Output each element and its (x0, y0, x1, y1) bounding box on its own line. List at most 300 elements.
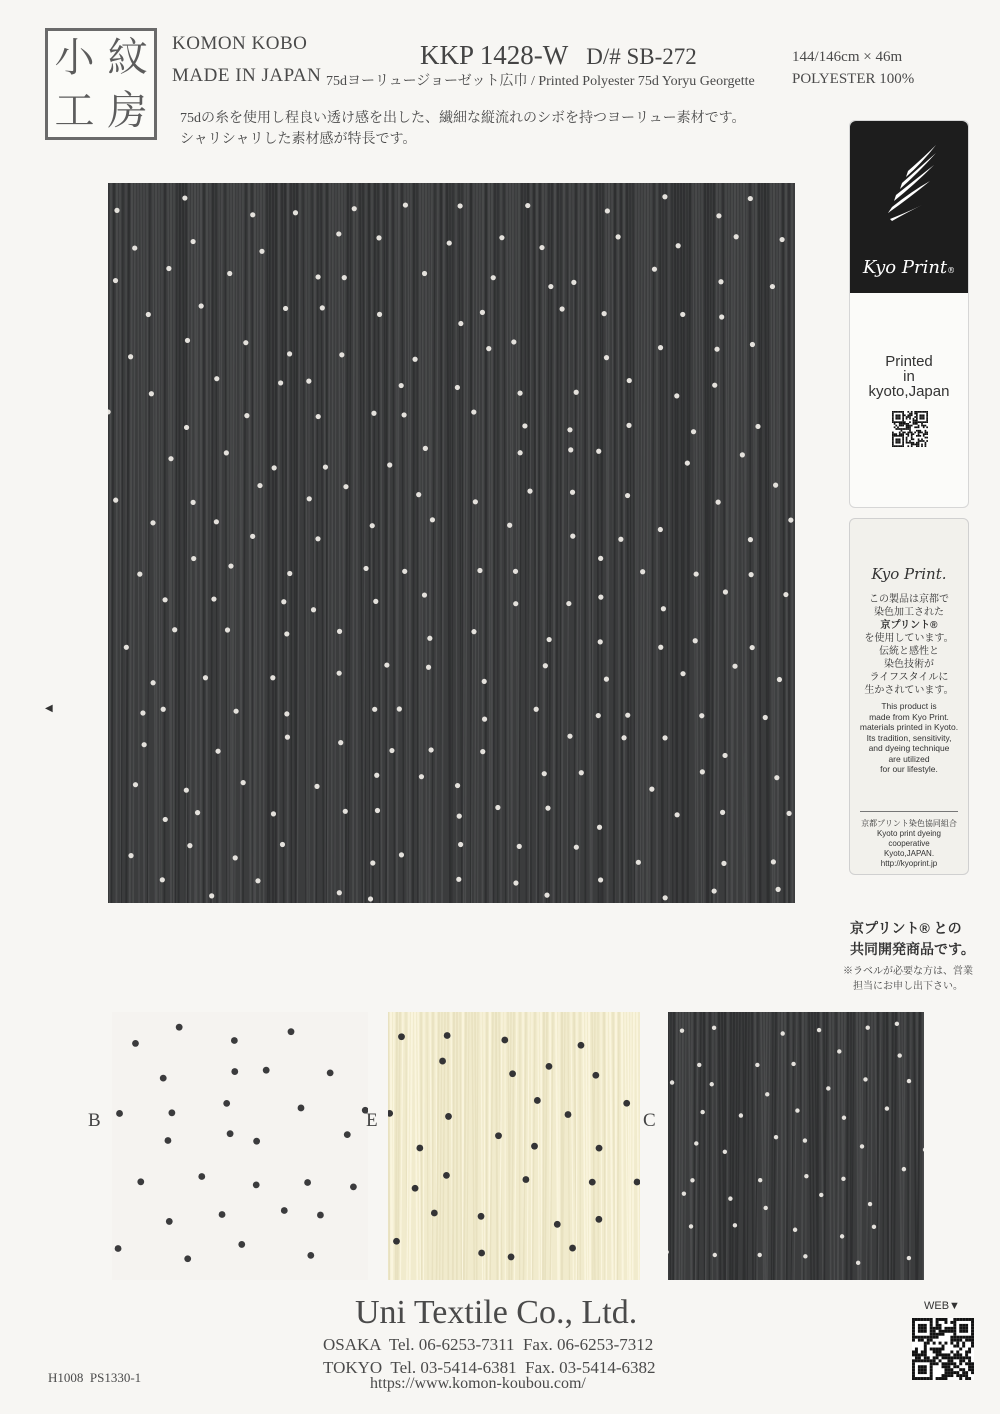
polka-dot (337, 890, 342, 895)
card-line: and dyeing technique (868, 743, 950, 753)
polka-dot (163, 817, 168, 822)
polka-dot (149, 391, 154, 396)
card-line: 京プリント® (880, 620, 938, 631)
polka-dot (142, 742, 147, 747)
polka-dot (307, 1252, 314, 1259)
swatch-c (668, 1012, 924, 1280)
swatch-e (388, 1012, 640, 1280)
polka-dot (343, 809, 348, 814)
polka-dot (370, 523, 375, 528)
polka-dot (793, 1228, 797, 1232)
crinkle-line (254, 183, 255, 903)
polka-dot (336, 231, 341, 236)
polka-dot (478, 1213, 485, 1220)
polka-dot (315, 274, 320, 279)
polka-dot (507, 523, 512, 528)
polka-dot (567, 734, 572, 739)
polka-dot (763, 715, 768, 720)
polka-dot (352, 206, 357, 211)
polka-dot (116, 1110, 123, 1117)
polka-dot (559, 306, 564, 311)
polka-dot (517, 391, 522, 396)
polka-dot (596, 713, 601, 718)
polka-dot (412, 357, 417, 362)
polka-dot (700, 1110, 704, 1114)
polka-dot (219, 1211, 226, 1218)
card-line: are utilized (888, 753, 930, 764)
polka-dot (531, 1143, 538, 1150)
polka-dot (722, 753, 727, 758)
polka-dot (214, 519, 219, 524)
crinkle-line (456, 183, 457, 903)
polka-dot (447, 240, 452, 245)
polka-dot (227, 1130, 234, 1137)
crinkle-line (614, 183, 615, 903)
polka-dot (716, 213, 721, 218)
printed-line: in (903, 368, 915, 385)
polka-dot (457, 203, 462, 208)
crinkle-line (386, 183, 387, 903)
osaka-contact: OSAKA Tel. 06-6253-7311 Fax. 06-6253-7312 (323, 1335, 654, 1354)
polka-dot (376, 235, 381, 240)
polka-dot (241, 780, 246, 785)
crinkle-line (630, 1012, 631, 1280)
polka-dot (306, 379, 311, 384)
polka-dot (166, 1218, 173, 1225)
polka-dot (791, 1062, 795, 1066)
polka-dot (115, 1245, 122, 1252)
polka-dot (253, 1181, 260, 1188)
polka-dot (748, 196, 753, 201)
polka-dot (199, 303, 204, 308)
kyo-print-name: Kyo Print (862, 257, 948, 278)
polka-dot (689, 1224, 693, 1228)
polka-dot (368, 896, 373, 901)
tokyo-contact: TOKYO Tel. 03-5414-6381 Fax. 03-5414-6382 (323, 1358, 656, 1377)
logo-char: 小 (54, 34, 95, 81)
polka-dot (700, 769, 705, 774)
polka-dot (895, 1022, 899, 1026)
polka-dot (317, 1212, 324, 1219)
crinkle-line (116, 183, 117, 903)
polka-dot (841, 1177, 845, 1181)
polka-dot (598, 556, 603, 561)
crinkle-line (871, 1012, 872, 1280)
polka-dot (477, 568, 482, 573)
polka-dot (511, 339, 516, 344)
polka-dot (842, 1116, 846, 1120)
polka-dot (682, 1191, 686, 1195)
polka-dot (568, 447, 573, 452)
polka-dot (685, 460, 690, 465)
polka-dot (203, 675, 208, 680)
polka-dot (626, 423, 631, 428)
polka-dot (734, 234, 739, 239)
polka-dot (578, 1042, 585, 1049)
polka-dot (670, 1080, 674, 1084)
polka-dot (616, 234, 621, 239)
polka-dot (344, 1131, 351, 1138)
polka-dot (482, 679, 487, 684)
polka-dot (316, 414, 321, 419)
polka-dot (658, 345, 663, 350)
polka-dot (598, 639, 603, 644)
crinkle-line (730, 1012, 731, 1280)
polka-dot (128, 853, 133, 858)
crinkle-line (725, 1012, 726, 1280)
polka-dot (907, 1256, 911, 1260)
spec-size: 144/146cm × 46m (792, 49, 903, 65)
polka-dot (902, 1167, 906, 1171)
card-line: Its tradition, sensitivity, (866, 732, 952, 743)
note-line: 担当にお申し出下さい。 (853, 981, 963, 992)
polka-dot (337, 671, 342, 676)
polka-dot (377, 312, 382, 317)
polka-dot (132, 1040, 139, 1047)
polka-dot (604, 355, 609, 360)
polka-dot (337, 629, 342, 634)
polka-dot (509, 1070, 516, 1077)
polka-dot (728, 1196, 732, 1200)
komon-kobo-logo (45, 28, 157, 140)
polka-dot (426, 665, 431, 670)
polka-dot (774, 775, 779, 780)
kyo-print-logo-panel (850, 121, 968, 293)
polka-dot (339, 352, 344, 357)
kyo-print-logo-text (850, 257, 968, 278)
polka-dot (589, 1179, 596, 1186)
polka-dot (658, 645, 663, 650)
crinkle-line (709, 1012, 710, 1280)
polka-dot (652, 267, 657, 272)
polka-dot (596, 449, 601, 454)
polka-dot (780, 1031, 784, 1035)
polka-dot (184, 425, 189, 430)
card-line: この製品は京都で (869, 594, 949, 605)
polka-dot (771, 859, 776, 864)
polka-dot (278, 380, 283, 385)
crinkle-line (589, 1012, 590, 1280)
crinkle-line (677, 183, 678, 903)
card-english-text (850, 701, 968, 775)
polka-dot (287, 571, 292, 576)
polka-dot (185, 338, 190, 343)
card-line: cooperative (888, 839, 930, 848)
polka-dot (491, 275, 496, 280)
polka-dot (223, 1100, 230, 1107)
crinkle-line (670, 1012, 671, 1280)
polka-dot (403, 202, 408, 207)
polka-dot (304, 1179, 311, 1186)
polka-dot (750, 645, 755, 650)
kyo-print-info-card (849, 518, 969, 875)
polka-dot (592, 1072, 599, 1079)
crinkle-line (453, 1012, 454, 1280)
polka-dot (819, 1193, 823, 1197)
polka-dot (693, 638, 698, 643)
cooperative-url[interactable]: http://kyoprint.jp (880, 859, 938, 868)
polka-dot (495, 1132, 502, 1139)
polka-dot (389, 748, 394, 753)
crinkle-line (887, 1012, 888, 1280)
polka-dot (649, 787, 654, 792)
polka-dot (598, 877, 603, 882)
polka-dot (458, 321, 463, 326)
product-description (180, 108, 745, 150)
crinkle-line (786, 183, 787, 903)
polka-dot (546, 1063, 553, 1070)
polka-dot (162, 597, 167, 602)
crinkle-line (830, 1012, 831, 1280)
polka-dot (161, 707, 166, 712)
polka-dot (866, 1026, 870, 1030)
polka-dot (663, 895, 668, 900)
card-line: ライフスタイルに (869, 672, 949, 683)
polka-dot (739, 1113, 743, 1117)
polka-dot (323, 464, 328, 469)
polka-dot (710, 1082, 714, 1086)
crinkle-line (486, 1012, 487, 1280)
card-line: made from Kyo Print. (869, 711, 949, 722)
polka-dot (803, 1138, 807, 1142)
polka-dot (250, 212, 255, 217)
polka-dot (209, 893, 214, 898)
polka-dot (350, 1183, 357, 1190)
polka-dot (542, 771, 547, 776)
description-line: 75dの糸を使用し程良い透け感を出した、繊細な縦流れのシボを持つヨーリュー素材です。 (180, 111, 746, 126)
polka-dot (257, 483, 262, 488)
crinkle-line (314, 183, 315, 903)
polka-dot (803, 1254, 807, 1258)
polka-dot (373, 599, 378, 604)
polka-dot (907, 1079, 911, 1083)
polka-dot (565, 1111, 572, 1118)
polka-dot (429, 747, 434, 752)
polka-dot (315, 536, 320, 541)
product-code: KKP 1428-W (420, 40, 569, 70)
card-line: Kyoto,JAPAN. (883, 849, 935, 858)
polka-dot (176, 1024, 183, 1031)
polka-dot (508, 1254, 515, 1261)
polka-dot (596, 1145, 603, 1152)
polka-dot (579, 770, 584, 775)
polka-dot (182, 195, 187, 200)
polka-dot (422, 592, 427, 597)
polka-dot (765, 1092, 769, 1096)
polka-dot (755, 1063, 759, 1067)
polka-dot (160, 877, 165, 882)
polka-dot (740, 452, 745, 457)
polka-dot (402, 412, 407, 417)
polka-dot (243, 340, 248, 345)
polka-dot (712, 888, 717, 893)
printed-line: Printed (885, 353, 933, 370)
polka-dot (430, 517, 435, 522)
polka-dot (786, 811, 791, 816)
fabric-texture (108, 183, 795, 903)
polka-dot (495, 805, 500, 810)
polka-dot (699, 713, 704, 718)
polka-dot (758, 1178, 762, 1182)
card-line: 染色技術が (884, 659, 934, 670)
polka-dot (338, 740, 343, 745)
crinkle-line (719, 1012, 720, 1280)
crinkle-line (369, 183, 370, 903)
polka-dot (837, 1049, 841, 1053)
description-line: シャリシャリした素材感が特長です。 (180, 132, 417, 147)
polka-dot (518, 450, 523, 455)
polka-dot (168, 1109, 175, 1116)
polka-dot (151, 680, 156, 685)
polka-dot (566, 601, 571, 606)
polka-dot (574, 845, 579, 850)
polka-dot (482, 717, 487, 722)
polka-dot (272, 465, 277, 470)
polka-dot (231, 1068, 238, 1075)
polka-dot (285, 735, 290, 740)
polka-dot (788, 517, 793, 522)
brand-name: KOMON KOBO (172, 33, 308, 54)
polka-dot (817, 1028, 821, 1032)
crinkle-line (622, 1012, 623, 1280)
polka-dot (627, 378, 632, 383)
crinkle-line (802, 1012, 803, 1280)
registered-mark: ® (947, 266, 956, 275)
polka-dot (228, 563, 233, 568)
polka-dot (597, 825, 602, 830)
logo-char: 工 (54, 87, 95, 134)
qr-code-icon[interactable] (892, 411, 928, 447)
polka-dot (574, 390, 579, 395)
polka-dot (770, 284, 775, 289)
card-line: This product is (881, 701, 937, 711)
main-fabric-swatch (108, 183, 795, 903)
polka-dot (263, 1067, 270, 1074)
printed-line: kyoto,Japan (868, 383, 950, 400)
polka-dot (723, 589, 728, 594)
crinkle-line (278, 183, 279, 903)
polka-dot (721, 861, 726, 866)
polka-dot (165, 1137, 172, 1144)
polka-dot (527, 489, 532, 494)
polka-dot (114, 208, 119, 213)
polka-dot (856, 1261, 860, 1265)
polka-dot (625, 493, 630, 498)
polka-dot (287, 351, 292, 356)
polka-dot (281, 599, 286, 604)
polka-dot (680, 312, 685, 317)
polka-dot (534, 707, 539, 712)
polka-dot (777, 677, 782, 682)
polka-dot (471, 409, 476, 414)
polka-dot (271, 811, 276, 816)
company-url[interactable]: https://www.komon-koubou.com/ (370, 1375, 586, 1392)
fabric-texture (388, 1012, 640, 1280)
polka-dot (571, 280, 576, 285)
polka-dot (723, 1150, 727, 1154)
polka-dot (342, 275, 347, 280)
polka-dot (780, 237, 785, 242)
crinkle-line (621, 183, 622, 903)
polka-dot (548, 284, 553, 289)
polka-dot (544, 893, 549, 898)
polka-dot (712, 1026, 716, 1030)
swatch-b (112, 1012, 368, 1280)
polka-dot (486, 346, 491, 351)
crinkle-line (164, 183, 165, 903)
polka-dot (423, 446, 428, 451)
left-arrow-icon: ◀ (45, 703, 53, 714)
crinkle-line (606, 1012, 607, 1280)
spec-material: POLYESTER 100% (792, 71, 915, 87)
polka-dot (749, 572, 754, 577)
card-line: を使用しています。 (864, 633, 954, 644)
card-line: 伝統と感性と (879, 646, 939, 657)
polka-dot (187, 843, 192, 848)
contact-block (323, 1333, 656, 1379)
polka-dot (284, 631, 289, 636)
card-line: 染色加工された (874, 607, 944, 618)
crinkle-line (672, 183, 673, 903)
fabric-ground (112, 1012, 368, 1280)
crinkle-line (353, 183, 354, 903)
crinkle-line (704, 1012, 705, 1280)
polka-dot (826, 1086, 830, 1090)
printed-in-kyoto (850, 354, 968, 399)
swatch-letter-b: B (88, 1110, 101, 1131)
polka-dot (327, 1069, 334, 1076)
polka-dot (293, 210, 298, 215)
polka-dot (623, 1100, 630, 1107)
polka-dot (363, 566, 368, 571)
polka-dot (602, 311, 607, 316)
polka-dot (458, 842, 463, 847)
polka-dot (480, 310, 485, 315)
polka-dot (534, 1097, 541, 1104)
web-label: WEB▼ (924, 1300, 960, 1312)
crinkle-line (413, 183, 414, 903)
polka-dot (244, 413, 249, 418)
polka-dot (661, 606, 666, 611)
polka-dot (863, 1077, 867, 1081)
polka-dot (307, 496, 312, 501)
card-heading: Kyo Print. (871, 565, 947, 583)
crinkle-line (752, 1012, 753, 1280)
polka-dot (776, 887, 781, 892)
polka-dot (676, 243, 681, 248)
crinkle-line (857, 1012, 858, 1280)
polka-dot (783, 592, 788, 597)
polka-dot (191, 500, 196, 505)
polka-dot (499, 235, 504, 240)
polka-dot (750, 342, 755, 347)
card-line: 京都プリント染色協同組合 (861, 819, 957, 828)
polka-dot (184, 788, 189, 793)
polka-dot (214, 376, 219, 381)
crinkle-line (432, 1012, 433, 1280)
polka-dot (885, 1106, 889, 1110)
polka-dot (554, 1221, 561, 1228)
polka-dot (764, 1206, 768, 1210)
crinkle-line (560, 183, 561, 903)
polka-dot (399, 852, 404, 857)
crinkle-line (536, 183, 537, 903)
polka-dot (625, 713, 630, 718)
polka-dot (284, 711, 289, 716)
polka-dot (868, 1202, 872, 1206)
web-qr-code-icon[interactable] (912, 1318, 974, 1380)
polka-dot (128, 354, 133, 359)
